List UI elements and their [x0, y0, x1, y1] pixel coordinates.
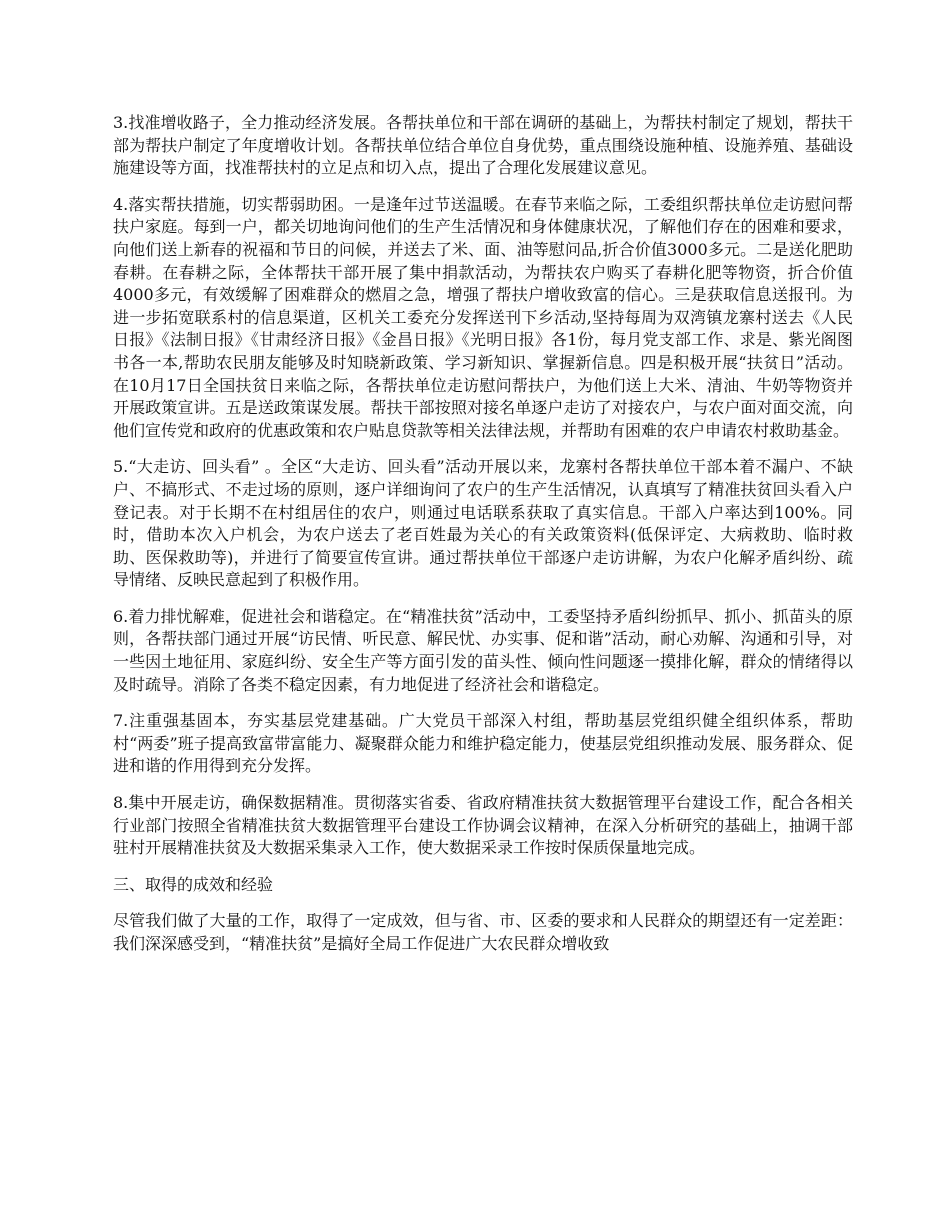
section-heading-results: 三、取得的成效和经验 — [113, 874, 274, 894]
paragraph-results-summary: 尽管我们做了大量的工作，取得了一定成效，但与省、市、区委的要求和人民群众的期望还有一定差距：我们深深感受到，“精准扶贫”是搞好全局工作促进广大农民群众增收致 — [113, 911, 853, 953]
paragraph-6-social-stability: 6.着力排忧解难，促进社会和谐稳定。在“精准扶贫”活动中，工委坚持矛盾纠纷抓早、抓小、抓苗头的原则，各帮扶部门通过开展“访民情、听民意、解民忧、办实事、促和谐”活动，耐心劝解、沟通和引导，对一些因土地征用、家庭纠纷、安全生产等方面引发的苗头性、倾向性问题逐一摸排化解，群众的情绪得以及时疏导。消除了各类不稳定因素，有力地促进了经济社会和谐稳定。 — [113, 606, 853, 694]
paragraph-3-income-paths: 3.找准增收路子，全力推动经济发展。各帮扶单位和干部在调研的基础上，为帮扶村制定了规划，帮扶干部为帮扶户制定了年度增收计划。各帮扶单位结合单位自身优势，重点围绕设施种植、设施养殖、基础设施建设等方面，找准帮扶村的立足点和切入点，提出了合理化发展建议意见。 — [113, 113, 853, 178]
document-body — [113, 112, 853, 970]
paragraph-7-party-building: 7.注重强基固本，夯实基层党建基础。广大党员干部深入村组，帮助基层党组织健全组织体系，帮助村“两委”班子提高致富带富能力、凝聚群众能力和维护稳定能力，使基层党组织推动发展、服务群众、促进和谐的作用得到充分发挥。 — [113, 711, 853, 776]
paragraph-8-data-accuracy: 8.集中开展走访，确保数据精准。贯彻落实省委、省政府精准扶贫大数据管理平台建设工作，配合各相关行业部门按照全省精准扶贫大数据管理平台建设工作协调会议精神，在深入分析研究的基础上，抽调干部驻村开展精准扶贫及大数据采集录入工作，使大数据采录工作按时保质保量地完成。 — [113, 793, 853, 858]
paragraph-5-visit-review: 5.“大走访、回头看” 。全区“大走访、回头看”活动开展以来，龙寨村各帮扶单位干部本着不漏户、不缺户、不搞形式、不走过场的原则，逐户详细询问了农户的生产生活情况，认真填写了精准扶贫回头看入户登记表。对于长期不在村组居住的农户，则通过电话联系获取了真实信息。干部入户率达到100%。同时，借助本次入户机会，为农户送去了老百姓最为关心的有关政策资料(低保评定、大病救助、临时救助、医保救助等)，并进行了简要宣传宣讲。通过帮扶单位干部逐户走访讲解，为农户化解矛盾纠纷、疏导情绪、反映民意起到了积极作用。 — [113, 457, 853, 590]
paragraph-4-assistance-measures: 4.落实帮扶措施，切实帮弱助困。一是逢年过节送温暖。在春节来临之际，工委组织帮扶单位走访慰问帮扶户家庭。每到一户，都关切地询问他们的生产生活情况和身体健康状况，了解他们存在的困难和要求，向他们送上新春的祝福和节日的问候，并送去了米、面、油等慰问品,折合价值3000多元。二是送化肥助春耕。在春耕之际，全体帮扶干部开展了集中捐款活动，为帮扶农户购买了春耕化肥等物资，折合价值4000多元，有效缓解了困难群众的燃眉之急，增强了帮扶户增收致富的信心。三是获取信息送报刊。为进一步拓宽联系村的信息渠道，区机关工委充分发挥送刊下乡活动,坚持每周为双湾镇龙寨村送去《人民日报》《法制日报》《甘肃经济日报》《金昌日报》《光明日报》各1份，每月党支部工作、求是、紫光阁图书各一本,帮助农民朋友能够及时知晓新政策、学习新知识、掌握新信息。四是积极开展“扶贫日”活动。在10月17日全国扶贫日来临之际，各帮扶单位走访慰问帮扶户，为他们送上大米、清油、牛奶等物资并开展政策宣讲。五是送政策谋发展。帮扶干部按照对接名单逐户走访了对接农户，与农户面对面交流，向他们宣传党和政府的优惠政策和农户贴息贷款等相关法律法规，并帮助有困难的农户申请农村救助基金。 — [113, 194, 853, 440]
